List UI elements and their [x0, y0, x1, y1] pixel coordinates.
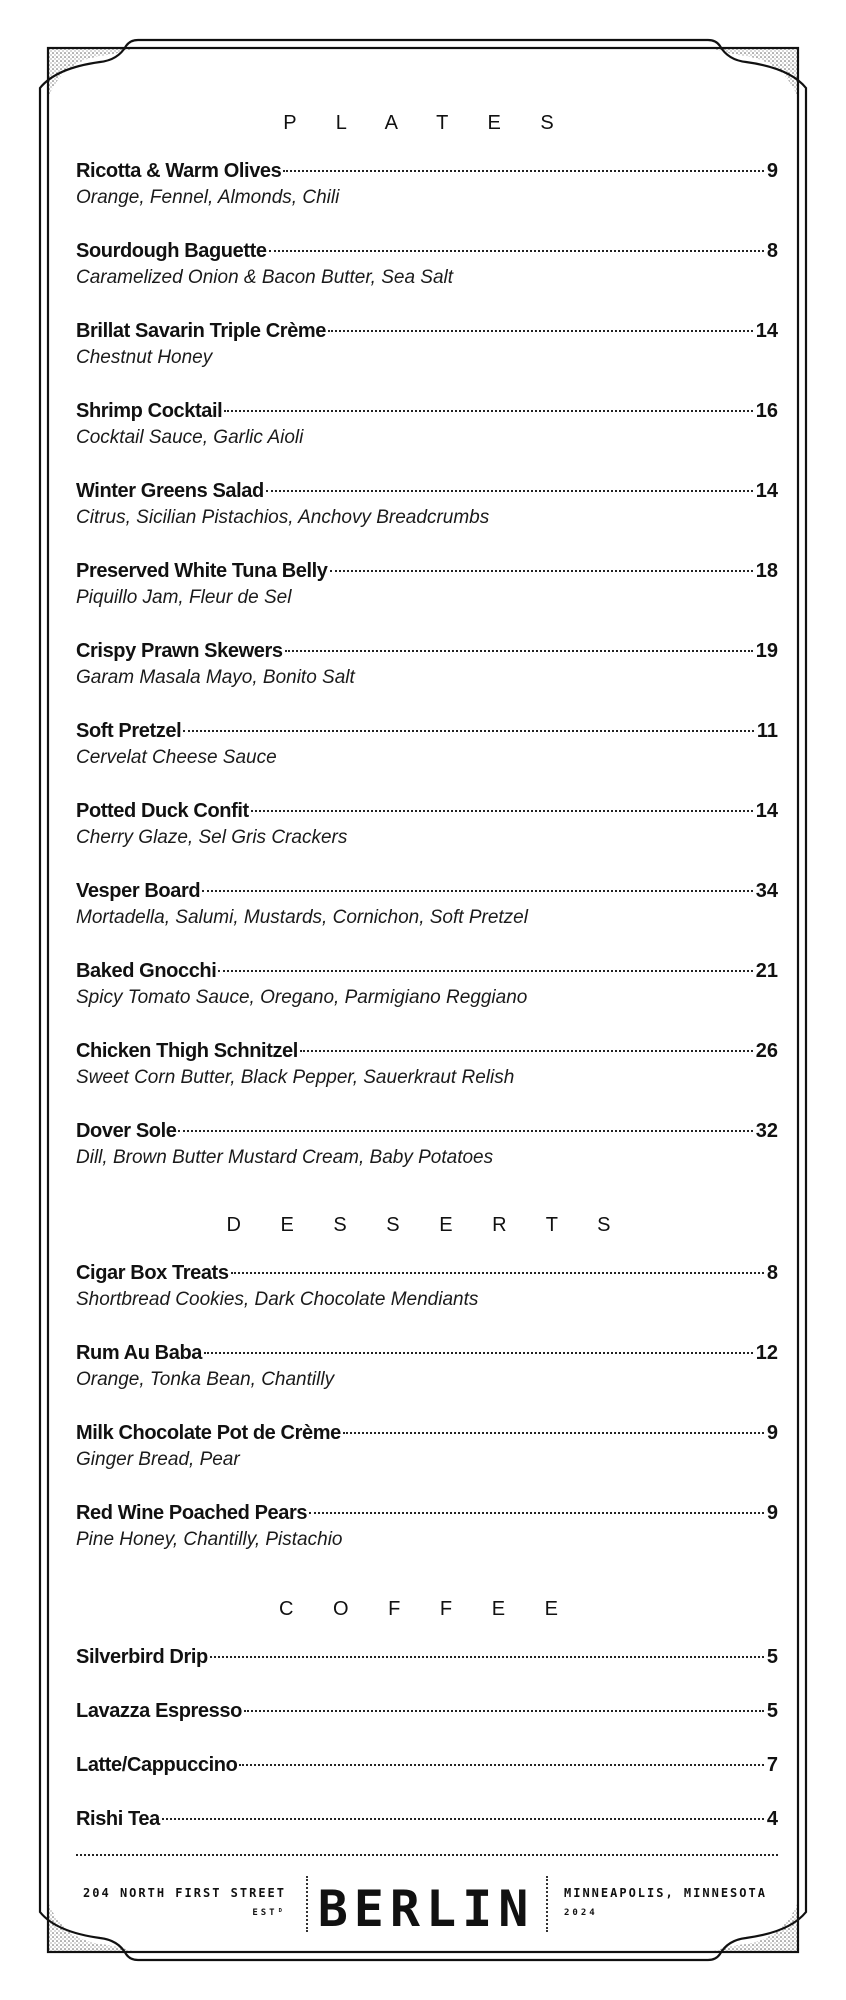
dot-leader: [204, 1352, 753, 1354]
city-state: MINNEAPOLIS, MINNESOTA: [564, 1886, 767, 1900]
item-name: Potted Duck Confit: [76, 800, 249, 822]
street-address: 204 NORTH FIRST STREET: [83, 1886, 286, 1900]
item-name: Lavazza Espresso: [76, 1700, 242, 1722]
item-price: 26: [755, 1040, 778, 1062]
item-name: Vesper Board: [76, 880, 201, 902]
dot-leader: [202, 890, 753, 892]
menu-item: [76, 1038, 778, 1118]
dot-leader: [283, 170, 764, 172]
item-price: 14: [755, 320, 778, 342]
item-name: Brillat Savarin Triple Crème: [76, 320, 327, 342]
address-block: [76, 1886, 286, 1918]
desserts-list: [76, 1260, 778, 1580]
item-name: Red Wine Poached Pears: [76, 1502, 308, 1524]
menu-item: [76, 1500, 778, 1580]
dot-leader: [328, 330, 753, 332]
item-price: 34: [755, 880, 778, 902]
menu-item: [76, 1340, 778, 1420]
dot-leader: [244, 1710, 764, 1712]
item-name: Soft Pretzel: [76, 720, 182, 742]
item-price: 5: [766, 1646, 778, 1668]
item-price: 9: [766, 160, 778, 182]
coffee-list: [76, 1644, 778, 1860]
dot-leader: [330, 570, 753, 572]
menu-item: [76, 878, 778, 958]
item-description: Sweet Corn Butter, Black Pepper, Sauerkraut Relish: [76, 1067, 515, 1088]
dot-leader: [183, 730, 754, 732]
dot-leader: [266, 490, 753, 492]
menu-item: [76, 718, 778, 798]
dot-leader: [224, 410, 752, 412]
dot-leader: [162, 1818, 764, 1820]
item-description: Cocktail Sauce, Garlic Aioli: [76, 427, 304, 448]
item-price: 8: [766, 240, 778, 262]
item-name: Winter Greens Salad: [76, 480, 264, 502]
menu-item: [76, 1260, 778, 1340]
menu-item: [76, 238, 778, 318]
item-name: Cigar Box Treats: [76, 1262, 229, 1284]
item-price: 16: [755, 400, 778, 422]
dot-leader: [178, 1130, 752, 1132]
menu-item: [76, 478, 778, 558]
item-price: 32: [755, 1120, 778, 1142]
item-name: Ricotta & Warm Olives: [76, 160, 282, 182]
city-block: [564, 1886, 778, 1918]
brand-name: BERLIN: [317, 1880, 535, 1934]
item-name: Latte/Cappuccino: [76, 1754, 238, 1776]
menu-item: [76, 558, 778, 638]
menu-item: [76, 1752, 778, 1806]
menu-item: [76, 798, 778, 878]
section-title-desserts: D E S S E R T S: [226, 1214, 628, 1236]
item-price: 8: [766, 1262, 778, 1284]
item-description: Cherry Glaze, Sel Gris Crackers: [76, 827, 348, 848]
menu-item: [76, 638, 778, 718]
dot-leader: [210, 1656, 764, 1658]
item-description: Mortadella, Salumi, Mustards, Cornichon, Soft Pretzel: [76, 907, 528, 928]
item-description: Orange, Fennel, Almonds, Chili: [76, 187, 340, 208]
item-name: Dover Sole: [76, 1120, 177, 1142]
item-name: Chicken Thigh Schnitzel: [76, 1040, 298, 1062]
item-price: 14: [755, 480, 778, 502]
menu-item: [76, 1698, 778, 1752]
item-name: Rum Au Baba: [76, 1342, 202, 1364]
item-description: Garam Masala Mayo, Bonito Salt: [76, 667, 355, 688]
berlin-logo: [301, 1876, 551, 1934]
item-price: 21: [755, 960, 778, 982]
menu-item: [76, 318, 778, 398]
item-name: Baked Gnocchi: [76, 960, 217, 982]
dot-leader: [251, 810, 753, 812]
menu-content: [76, 100, 778, 1860]
section-title-plates: P L A T E S: [283, 112, 571, 134]
item-name: Shrimp Cocktail: [76, 400, 223, 422]
menu-item: [76, 958, 778, 1038]
item-name: Silverbird Drip: [76, 1646, 208, 1668]
menu-item: [76, 158, 778, 238]
item-description: Caramelized Onion & Bacon Butter, Sea Salt: [76, 267, 454, 288]
dot-leader: [309, 1512, 764, 1514]
item-price: 7: [766, 1754, 778, 1776]
menu-item: [76, 1644, 778, 1698]
dot-leader: [239, 1764, 763, 1766]
item-description: Cervelat Cheese Sauce: [76, 747, 277, 768]
item-name: Rishi Tea: [76, 1808, 160, 1830]
menu-item: [76, 1420, 778, 1500]
dot-leader: [269, 250, 764, 252]
item-price: 18: [755, 560, 778, 582]
item-description: Shortbread Cookies, Dark Chocolate Mendiants: [76, 1289, 479, 1310]
item-description: Ginger Bread, Pear: [76, 1449, 240, 1470]
footer-divider: [76, 1854, 778, 1856]
plates-list: [76, 158, 778, 1198]
item-description: Dill, Brown Butter Mustard Cream, Baby Potatoes: [76, 1147, 494, 1168]
dot-leader: [343, 1432, 764, 1434]
item-description: Piquillo Jam, Fleur de Sel: [76, 587, 292, 608]
menu-item: [76, 1806, 778, 1860]
item-price: 9: [766, 1502, 778, 1524]
item-price: 4: [766, 1808, 778, 1830]
item-description: Spicy Tomato Sauce, Oregano, Parmigiano Reggiano: [76, 987, 528, 1008]
item-price: 5: [766, 1700, 778, 1722]
section-title-coffee: C O F F E E: [279, 1598, 575, 1620]
item-description: Orange, Tonka Bean, Chantilly: [76, 1369, 335, 1390]
menu-item: [76, 398, 778, 478]
established-label: ESTᴰ: [252, 1908, 286, 1918]
dot-leader: [285, 650, 753, 652]
item-name: Crispy Prawn Skewers: [76, 640, 283, 662]
item-description: Pine Honey, Chantilly, Pistachio: [76, 1529, 343, 1550]
dot-leader: [300, 1050, 753, 1052]
item-price: 19: [755, 640, 778, 662]
item-price: 14: [755, 800, 778, 822]
item-name: Preserved White Tuna Belly: [76, 560, 328, 582]
item-name: Milk Chocolate Pot de Crème: [76, 1422, 341, 1444]
item-price: 12: [755, 1342, 778, 1364]
established-year: 2024: [564, 1908, 598, 1918]
item-description: Chestnut Honey: [76, 347, 213, 368]
item-name: Sourdough Baguette: [76, 240, 267, 262]
footer-separator: [546, 1876, 548, 1932]
dot-leader: [231, 1272, 764, 1274]
menu-item: [76, 1118, 778, 1198]
item-price: 9: [766, 1422, 778, 1444]
item-price: 11: [756, 720, 778, 742]
item-description: Citrus, Sicilian Pistachios, Anchovy Breadcrumbs: [76, 507, 490, 528]
dot-leader: [218, 970, 752, 972]
footer: [76, 1876, 778, 1936]
